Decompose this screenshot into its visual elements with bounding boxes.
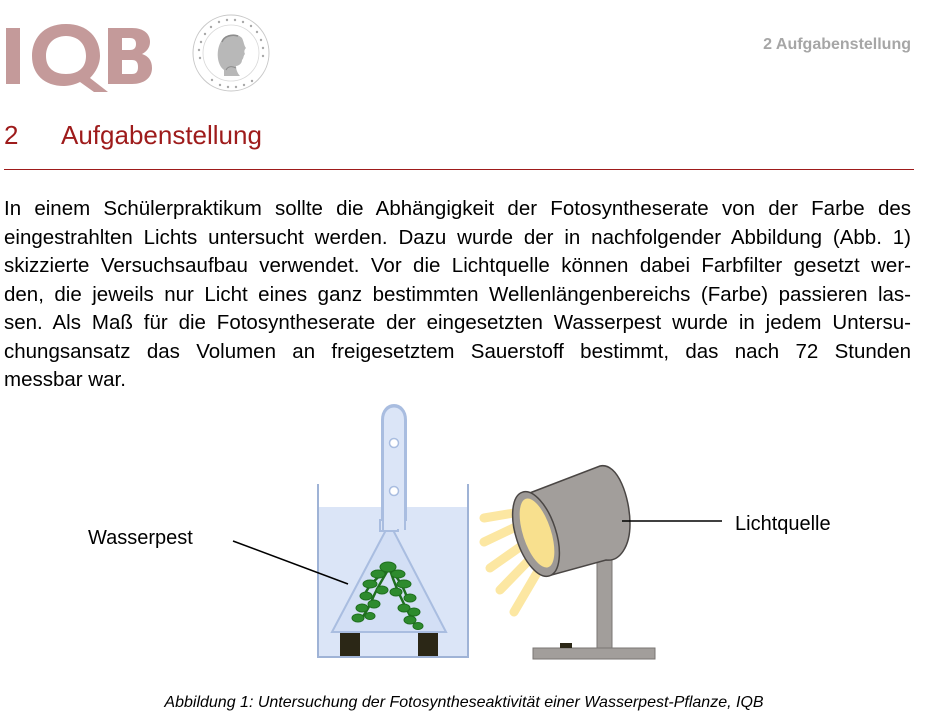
- running-head: 2 Aufgabenstellung: [763, 36, 911, 53]
- body-line: In einem Schülerpraktikum sollte die Abhängigkeit der Fotosyntheserate von der Farbe des: [4, 197, 911, 220]
- lamp-base: [533, 648, 655, 659]
- oxygen-bubble: [390, 487, 399, 496]
- section-heading: [4, 120, 262, 151]
- section-number: 2: [4, 120, 19, 150]
- body-line: skizzierte Versuchsaufbau verwendet. Vor die Lichtquelle können dabei Farbfilter gesetzt wer-: [4, 254, 911, 277]
- body-line: chungsansatz das Volumen an freigesetztem Sauerstoff bestimmt, das nach 72 Stunden: [4, 339, 911, 363]
- funnel-support-right: [418, 632, 438, 656]
- funnel-support-left: [340, 632, 360, 656]
- section-title: Aufgabenstellung: [61, 120, 262, 150]
- hu-seal-text: HUMBOLDT-UNIVERSITÄT ZU BERLIN: [186, 12, 204, 13]
- iqb-logo-text: IQB: [4, 12, 6, 13]
- body-line: den, die jeweils nur Licht eines ganz bestimmten Wellenlängenbereichs (Farbe) passieren las-: [4, 282, 911, 306]
- body-line: messbar war.: [4, 368, 126, 391]
- label-lichtquelle: Lichtquelle: [735, 513, 831, 535]
- hu-seal: [186, 12, 276, 94]
- body-paragraph: [4, 195, 911, 395]
- label-wasserpest: Wasserpest: [88, 527, 193, 549]
- iqb-logo: [4, 12, 154, 92]
- figure-caption: Abbildung 1: Untersuchung der Fotosyntheseaktivität einer Wasserpest-Pflanze, IQB: [164, 694, 764, 711]
- body-line: eingestrahlten Lichts untersucht werden. Dazu wurde der in nachfolgender Abbildung (Abb. 1): [4, 225, 911, 249]
- body-line: sen. Als Maß für die Fotosyntheserate der eingesetzten Wasserpest wurde in jedem Untersu-: [4, 311, 911, 334]
- oxygen-bubble: [390, 439, 399, 448]
- lamp-pole: [597, 555, 612, 648]
- lamp-switch: [560, 643, 572, 648]
- heading-rule: [4, 169, 914, 170]
